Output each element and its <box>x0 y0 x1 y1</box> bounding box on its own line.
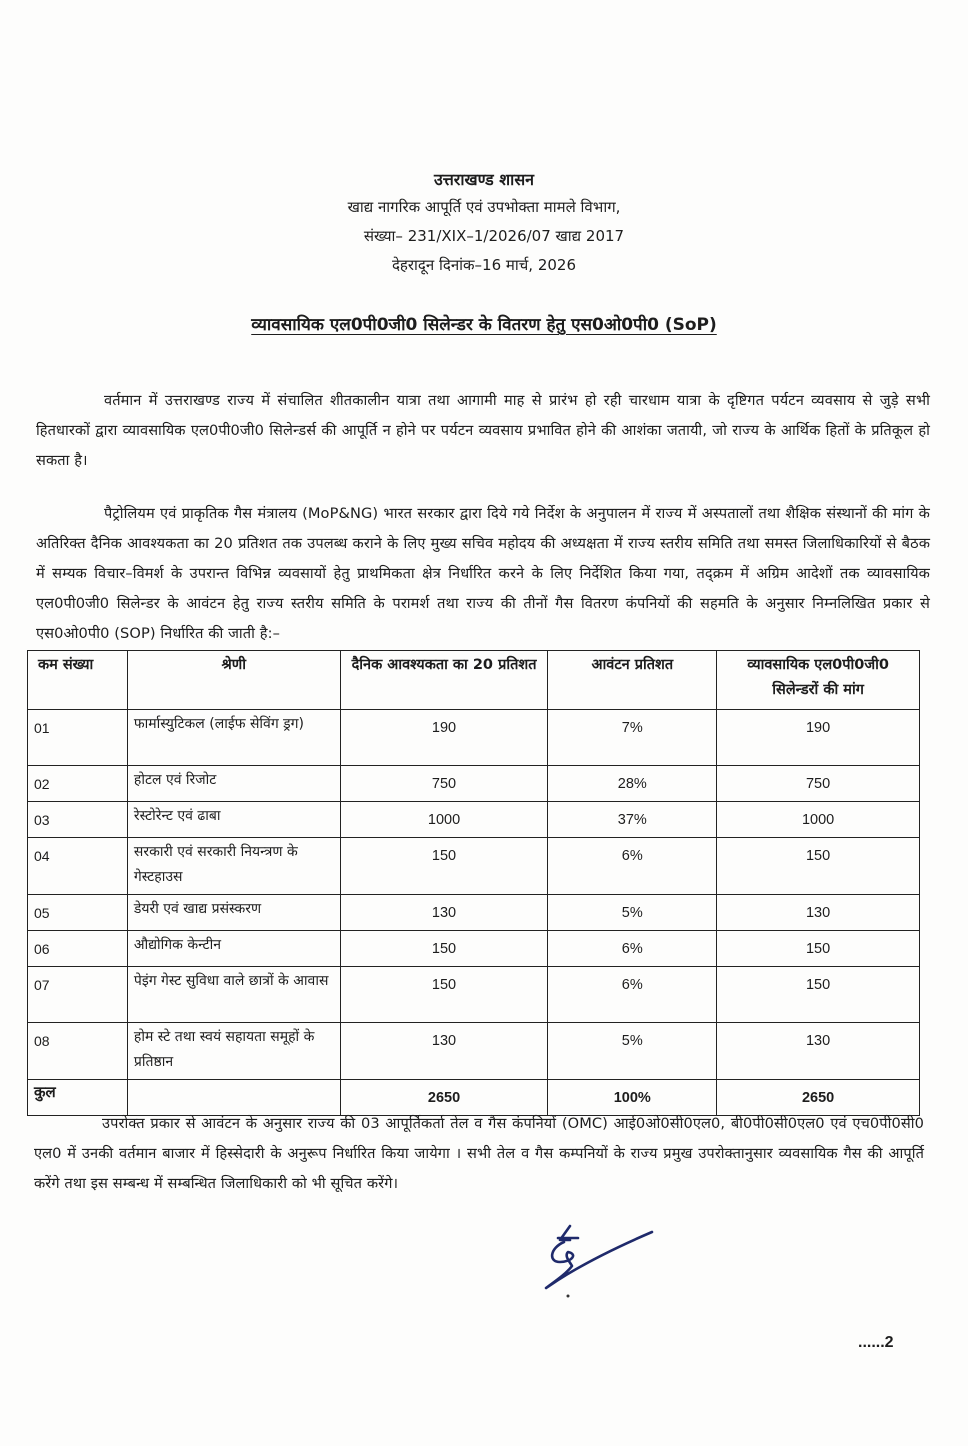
cell-daily-20: 150 <box>340 967 548 1023</box>
cell-serial: 08 <box>28 1023 128 1080</box>
cell-demand: 190 <box>717 710 920 766</box>
header-category: श्रेणी <box>127 651 340 710</box>
reference-number: संख्या– 231/XIX–1/2026/07 खाद्य 2017 <box>363 227 625 245</box>
cell-demand: 130 <box>717 895 920 931</box>
signature-image <box>520 1210 670 1300</box>
cell-daily-20: 1000 <box>340 802 548 838</box>
table-row <box>28 931 920 967</box>
table-row <box>28 710 920 766</box>
total-demand: 2650 <box>717 1080 920 1116</box>
cell-demand: 750 <box>717 766 920 802</box>
cell-category: फार्मास्युटिकल (लाईफ सेविंग ड्रग) <box>127 710 340 766</box>
header-serial: कम संख्या <box>28 651 128 710</box>
cell-serial: 02 <box>28 766 128 802</box>
cell-serial: 07 <box>28 967 128 1023</box>
cell-serial: 06 <box>28 931 128 967</box>
paragraph-1: वर्तमान में उत्तराखण्ड राज्य में संचालित शीतकालीन यात्रा तथा आगामी माह से प्रारंभ हो रही चारधाम यात्रा के दृष्टिगत पर्यटन व्यवसाय से जुड़े सभी हितधारकों द्वारा व्यावसायिक एल0पी0जी0 सिलेन्डर्स की आपूर्ति न होने पर पर्यटन व्यवसाय प्रभावित होने की आशंका जतायी, जो राज्य के आर्थिक हितों के प्रतिकूल हो सकता है। <box>36 391 930 469</box>
total-daily-20: 2650 <box>340 1080 548 1116</box>
cell-serial: 05 <box>28 895 128 931</box>
cell-category: औद्योगिक केन्टीन <box>127 931 340 967</box>
table-header-row <box>28 651 920 710</box>
cell-daily-20: 130 <box>340 1023 548 1080</box>
header-daily-20: दैनिक आवश्यकता का 20 प्रतिशत <box>340 651 548 710</box>
paragraph-2: पैट्रोलियम एवं प्राकृतिक गैस मंत्रालय (MoP&NG) भारत सरकार द्वारा दिये गये निर्देश के अनुपालन में राज्य में अस्पतालों तथा शैक्षिक संस्थानों की मांग के अतिरिक्त दैनिक आवश्यकता का 20 प्रतिशत तक उपलब्ध कराने के लिए मुख्य सचिव महोदय की अध्यक्षता में राज्य स्तरीय समिति तथा समस्त जिलाधिकारियों से बैठक में सम्यक विचार–विमर्श के उपरान्त विभिन्न व्यवसायों हेतु प्राथमिकता क्षेत्र निर्धारित करने के लिए निर्देशित किया गया, तद्क्रम में अग्रिम आदेशों तक व्यावसायिक एल0पी0जी0 सिलेन्डर के आवंटन हेतु राज्य स्तरीय समिति के परामर्श तथा राज्य की तीनों गैस वितरण कंपनियों की सहमति के अनुसार निम्नलिखित प्रकार से एस0ओ0पी0 (SOP) निर्धारित की जाती है:– <box>36 504 930 642</box>
cell-allocation: 5% <box>548 895 717 931</box>
header-demand: व्यावसायिक एल0पी0जी0 सिलेन्डरों की मांग <box>717 651 920 710</box>
place-date: देहरादून दिनांक–16 मार्च, 2026 <box>391 256 577 274</box>
page-continuation: ......2 <box>858 1334 894 1351</box>
cell-allocation: 7% <box>548 710 717 766</box>
cell-demand: 1000 <box>717 802 920 838</box>
total-label: कुल <box>28 1080 128 1116</box>
allocation-table <box>27 650 920 1116</box>
cell-allocation: 6% <box>548 931 717 967</box>
cell-allocation: 6% <box>548 967 717 1023</box>
cell-allocation: 37% <box>548 802 717 838</box>
total-allocation: 100% <box>548 1080 717 1116</box>
paragraph-3: उपरोक्त प्रकार से आवंटन के अनुसार राज्य की 03 आपूर्तिकर्ता तेल व गैस कंपनियों (OMC) आई0ओ0सी0एल0, बी0पी0सी0एल0 एवं एच0पी0सी0 एल0 में उनकी वर्तमान बाजार में हिस्सेदारी के अनुरूप निर्धारित किया जायेगा । सभी तेल व गैस कम्पनियों के राज्य प्रमुख उपरोक्तानुसार व्यवसायिक गैस की आपूर्ति करेंगे तथा इस सम्बन्ध में सम्बन्धित जिलाधिकारी को भी सूचित करेंगे। <box>34 1114 924 1192</box>
table-row <box>28 766 920 802</box>
cell-serial: 01 <box>28 710 128 766</box>
cell-daily-20: 150 <box>340 838 548 895</box>
signature-dot <box>567 1295 570 1298</box>
cell-demand: 150 <box>717 967 920 1023</box>
cell-demand: 130 <box>717 1023 920 1080</box>
government-name: उत्तराखण्ड शासन <box>433 170 535 189</box>
cell-category: पेइंग गेस्ट सुविधा वाले छात्रों के आवास <box>127 967 340 1023</box>
cell-demand: 150 <box>717 838 920 895</box>
cell-daily-20: 130 <box>340 895 548 931</box>
cell-category: डेयरी एवं खाद्य प्रसंस्करण <box>127 895 340 931</box>
subject-line <box>0 312 968 335</box>
table-row <box>28 895 920 931</box>
cell-serial: 04 <box>28 838 128 895</box>
signature-strokes <box>546 1226 652 1288</box>
cell-category: होम स्टे तथा स्वयं सहायता समूहों के प्रतिष्ठान <box>127 1023 340 1080</box>
cell-demand: 150 <box>717 931 920 967</box>
subject-text: व्यावसायिक एल0पी0जी0 सिलेन्डर के वितरण हेतु एस0ओ0पी0 (SoP) <box>251 315 717 335</box>
cell-daily-20: 150 <box>340 931 548 967</box>
table-row <box>28 967 920 1023</box>
cell-allocation: 6% <box>548 838 717 895</box>
table-row <box>28 802 920 838</box>
cell-category: होटल एवं रिजोट <box>127 766 340 802</box>
cell-category: सरकारी एवं सरकारी नियन्त्रण के गेस्टहाउस <box>127 838 340 895</box>
cell-daily-20: 190 <box>340 710 548 766</box>
header-allocation: आवंटन प्रतिशत <box>548 651 717 710</box>
cell-allocation: 28% <box>548 766 717 802</box>
cell-category: रेस्टोरेन्ट एवं ढाबा <box>127 802 340 838</box>
department-name: खाद्य नागरिक आपूर्ति एवं उपभोक्ता मामले विभाग, <box>347 198 621 216</box>
table-row <box>28 1023 920 1080</box>
cell-allocation: 5% <box>548 1023 717 1080</box>
cell-daily-20: 750 <box>340 766 548 802</box>
cell-serial: 03 <box>28 802 128 838</box>
table-row <box>28 838 920 895</box>
